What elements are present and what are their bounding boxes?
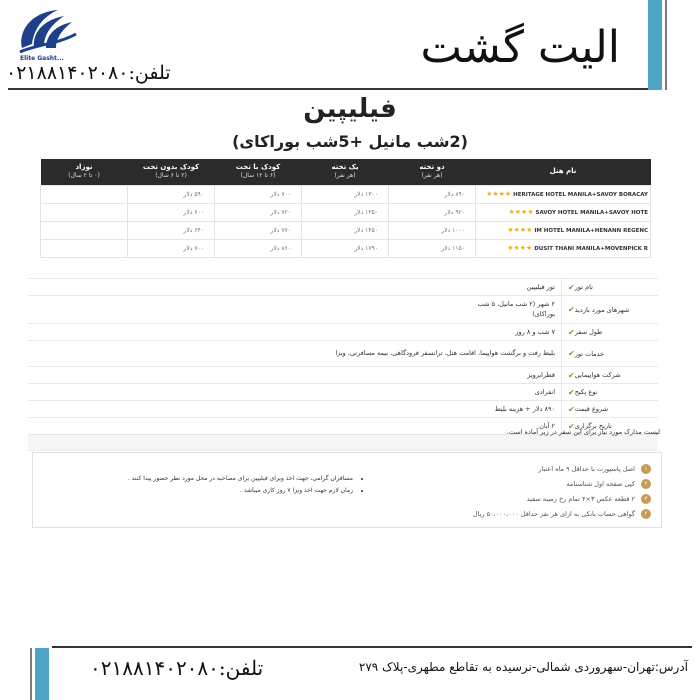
number-badge: ۱ bbox=[641, 464, 651, 474]
info-value: ۲ شهر (۲ شب مانیل، ۵ شب بوراکای) bbox=[28, 296, 562, 323]
documents-note: لیست مدارک مورد نیاز برای این سفر در زیر آماده است. bbox=[506, 428, 660, 436]
brand-name: الیت گشت bbox=[420, 22, 620, 73]
price-cell: ۸۶۰ دلار bbox=[215, 239, 302, 257]
list-item: ۱ اصل پاسپورت با حداقل ۹ ماه اعتبار bbox=[351, 461, 651, 476]
documents-box bbox=[32, 452, 662, 528]
price-cell: ۷۷۰ دلار bbox=[215, 221, 302, 239]
star-rating-icon: ★★★★ bbox=[507, 244, 533, 252]
check-icon: ✔ bbox=[568, 404, 575, 414]
price-cell: ۱۳۰۰ دلار bbox=[302, 185, 389, 203]
info-label: نوع پکیج bbox=[574, 388, 598, 396]
info-row-services bbox=[28, 341, 658, 367]
header-phone: تلفن:۰۲۱۸۸۱۴۰۲۰۸۰ bbox=[6, 62, 171, 84]
column-header-double: دو تخته (هر نفر) bbox=[389, 159, 476, 185]
info-label: طول سفر bbox=[574, 328, 603, 336]
note-item: • زمان لازم جهت اخذ ویزا ۷ روز کاری میباشد . bbox=[63, 487, 353, 494]
info-row-airline bbox=[28, 367, 658, 384]
price-cell: ۶۰۰ دلار bbox=[128, 203, 215, 221]
number-badge: ۴ bbox=[641, 509, 651, 519]
hotel-cell: SAVOY HOTEL MANILA+SAVOY HOTE ★★★★ bbox=[476, 203, 651, 221]
star-rating-icon: ★★★★ bbox=[507, 226, 533, 234]
price-cell bbox=[41, 203, 128, 221]
documents-list bbox=[351, 461, 651, 521]
check-icon: ✔ bbox=[568, 370, 575, 380]
company-logo-icon bbox=[14, 4, 80, 60]
info-row-tour-name bbox=[28, 279, 658, 296]
column-header-hotel: نام هتل bbox=[476, 159, 651, 185]
column-header-child-bed: کودک با تخت (۶ تا ۱۲ سال) bbox=[215, 159, 302, 185]
divider-line-top-right bbox=[665, 0, 667, 90]
info-label: شهرهای مورد بازدید bbox=[574, 305, 630, 314]
info-value: ۷ شب و ۸ روز bbox=[28, 324, 562, 340]
price-cell: ۶۴۰ دلار bbox=[128, 221, 215, 239]
tour-info-table bbox=[28, 278, 658, 451]
info-footer-strip bbox=[28, 435, 658, 451]
table-row bbox=[41, 239, 651, 257]
check-icon: ✔ bbox=[568, 305, 575, 314]
info-label: شروع قیمت bbox=[574, 405, 609, 413]
info-label: خدمات تور bbox=[574, 349, 605, 358]
tour-subtitle: (2شب مانیل +5شب بوراکای) bbox=[232, 132, 468, 151]
star-rating-icon: ★★★★ bbox=[508, 208, 534, 216]
column-header-single: یک تخته (هر نفر) bbox=[302, 159, 389, 185]
hotel-cell: DUSIT THANI MANILA+MOVENPICK R ★★★★ bbox=[476, 239, 651, 257]
notes-list bbox=[63, 475, 363, 499]
check-icon: ✔ bbox=[568, 387, 575, 397]
price-cell: ۱۷۹۰ دلار bbox=[302, 239, 389, 257]
list-item: ۴ گواهی حساب بانکی به ازای هر نفر حداقل ۵۰،۰۰۰،۰۰۰ ریال bbox=[351, 506, 651, 521]
check-icon: ✔ bbox=[568, 349, 575, 358]
number-badge: ۳ bbox=[641, 494, 651, 504]
info-row-price bbox=[28, 401, 658, 418]
price-cell: ۷۲۰ دلار bbox=[215, 203, 302, 221]
table-row bbox=[41, 185, 651, 203]
info-value: ۲ آبان bbox=[28, 418, 562, 434]
price-cell: ۱۰۰۰ دلار bbox=[389, 221, 476, 239]
check-icon: ✔ bbox=[568, 421, 575, 431]
price-cell: ۱۴۵۰ دلار bbox=[302, 221, 389, 239]
info-value: بلیط رفت و برگشت هواپیما، اقامت هتل، ترانسفر فرودگاهی، بیمه مسافرتی، ویزا bbox=[28, 341, 562, 366]
info-value: قطرایرویز bbox=[28, 367, 562, 383]
price-cell: ۸۹۰ دلار bbox=[389, 185, 476, 203]
star-rating-icon: ★★★★ bbox=[486, 190, 512, 198]
info-value: ۸۹۰ دلار + هزینه بلیط bbox=[28, 401, 562, 417]
price-cell bbox=[41, 221, 128, 239]
check-icon: ✔ bbox=[568, 327, 575, 337]
footer-phone: تلفن:۰۲۱۸۸۱۴۰۲۰۸۰ bbox=[90, 656, 264, 680]
price-cell: ۷۰۰ دلار bbox=[215, 185, 302, 203]
hotel-cell: HERITAGE HOTEL MANILA+SAVOY BORACAY ★★★★ bbox=[476, 185, 651, 203]
accent-bar-top-right bbox=[648, 0, 662, 90]
info-row-cities bbox=[28, 296, 658, 324]
accent-bar-bottom-left bbox=[35, 648, 49, 700]
footer-divider bbox=[52, 646, 692, 648]
info-row-duration bbox=[28, 324, 658, 341]
price-cell: ۹۲۰ دلار bbox=[389, 203, 476, 221]
info-row-package bbox=[28, 384, 658, 401]
check-icon: ✔ bbox=[568, 282, 575, 292]
price-cell: ۱۳۵۰ دلار bbox=[302, 203, 389, 221]
list-item: ۲ کپی صفحه اول شناسنامه bbox=[351, 476, 651, 491]
header-divider bbox=[8, 88, 648, 90]
table-header-row bbox=[41, 159, 651, 185]
info-label: نام تور bbox=[574, 283, 593, 291]
column-header-infant: نوزاد (۰ تا ۲ سال) bbox=[41, 159, 128, 185]
number-badge: ۲ bbox=[641, 479, 651, 489]
logo-text: Elite Gasht... bbox=[20, 55, 64, 62]
price-cell bbox=[41, 239, 128, 257]
note-item: • مسافران گرامی، جهت اخذ ویزای فیلیپین برای مصاحبه در محل مورد نظر حضور پیدا کنند . bbox=[63, 475, 353, 482]
price-cell: ۱۱۵۰ دلار bbox=[389, 239, 476, 257]
divider-line-bottom-left bbox=[30, 648, 32, 700]
info-label: تاریخ برگزاری bbox=[574, 422, 612, 430]
price-cell: ۵۹۰ دلار bbox=[128, 185, 215, 203]
price-cell bbox=[41, 185, 128, 203]
info-value: تور فیلیپین bbox=[28, 279, 562, 295]
price-cell: ۷۰۰ دلار bbox=[128, 239, 215, 257]
list-item: ۳ ۲ قطعه عکس ۳×۴ تمام رخ زمینه سفید bbox=[351, 491, 651, 506]
footer-address: آدرس:تهران-سهروردی شمالی-نرسیده به تقاطع مطهری-پلاک ۲۷۹ bbox=[358, 660, 688, 674]
table-row bbox=[41, 203, 651, 221]
info-label: شرکت هواپیمایی bbox=[574, 371, 621, 379]
column-header-child-nobed: کودک بدون تخت (۲ تا ۶ سال) bbox=[128, 159, 215, 185]
hotel-price-table bbox=[40, 159, 651, 258]
hotel-cell: IM HOTEL MANILA+HENANN REGENC ★★★★ bbox=[476, 221, 651, 239]
info-value: انفرادی bbox=[28, 384, 562, 400]
table-row bbox=[41, 221, 651, 239]
tour-title: فیلیپین bbox=[303, 94, 397, 124]
